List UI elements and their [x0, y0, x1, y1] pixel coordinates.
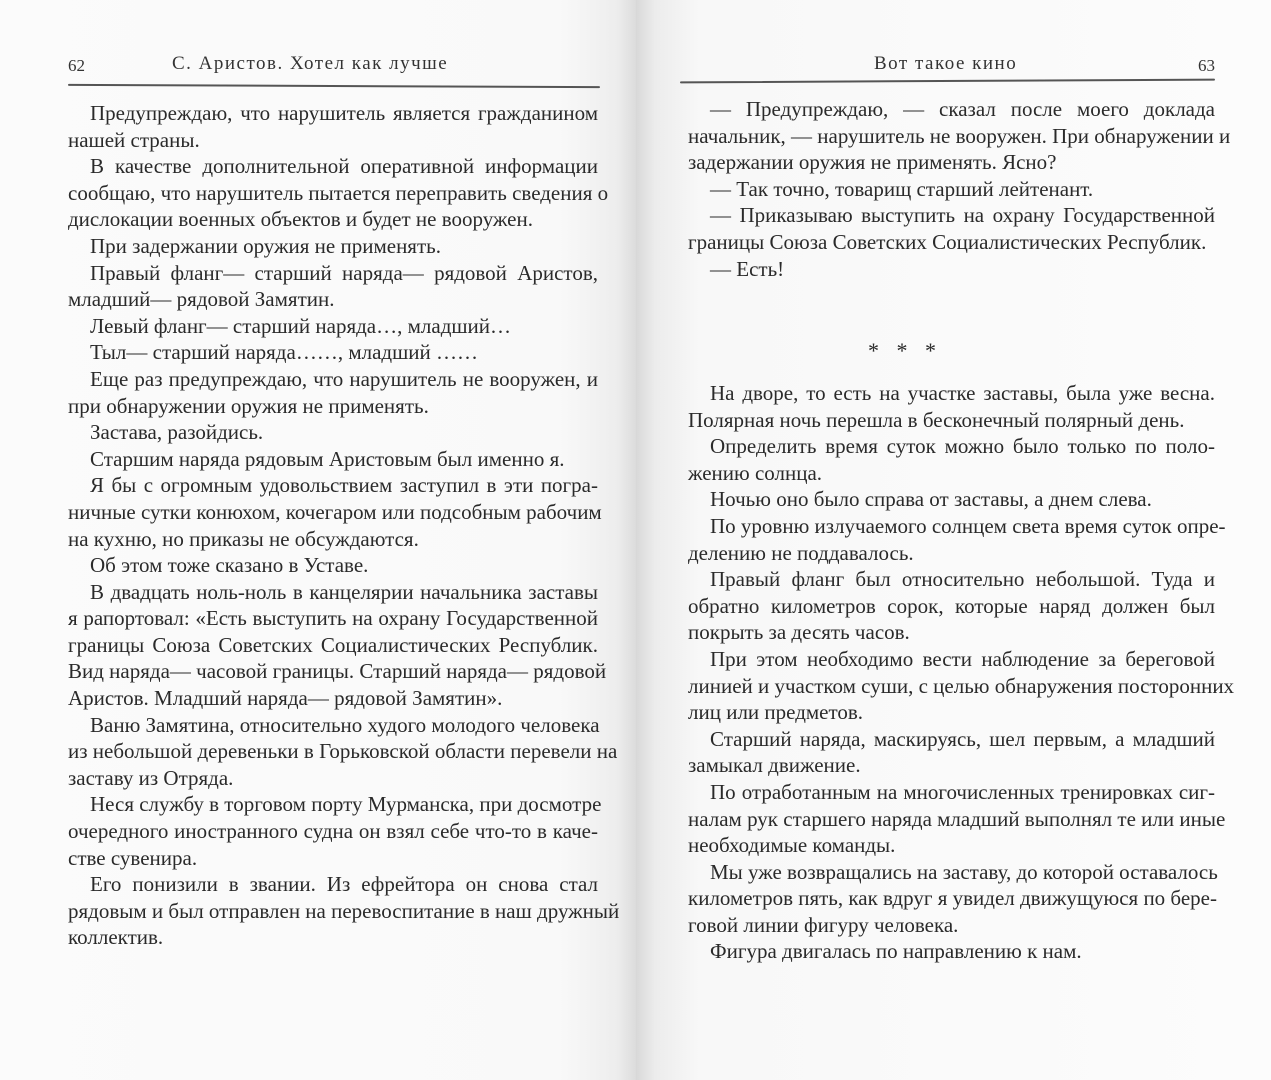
- text-line: Определить время суток можно было только по поло-: [710, 434, 1215, 459]
- paragraph: [68, 871, 620, 951]
- paragraph: [68, 791, 602, 871]
- text-line: делению не поддавалось.: [688, 540, 914, 565]
- text-line: жению солнца.: [688, 460, 823, 485]
- paragraph: [68, 419, 598, 446]
- text-line: покрыть за десять часов.: [688, 620, 910, 645]
- text-line: нашей страны.: [68, 127, 200, 152]
- text-line: Застава, разойдись.: [90, 420, 264, 445]
- text-line: границы Союза Советских Социалистических Республик.: [68, 632, 598, 657]
- paragraph: [688, 566, 1215, 646]
- text-line: Вид наряда— часовой границы. Старший наряда— рядовой: [68, 659, 607, 684]
- text-line: Мы уже возвращались на заставу, до которой оставалось: [710, 859, 1218, 884]
- text-line: я рапортовал: «Есть выступить на охрану Государственной: [68, 606, 598, 631]
- text-line: границы Союза Советских Социалистических Республик.: [688, 229, 1207, 254]
- text-line: на кухню, но приказы не обсуждаются.: [68, 526, 419, 551]
- paragraph: [688, 779, 1226, 859]
- paragraph: [68, 366, 598, 419]
- paragraph: [688, 486, 1215, 513]
- paragraph: [68, 233, 598, 260]
- paragraph: [68, 153, 609, 233]
- paragraph: [688, 433, 1215, 486]
- text-line: Об этом тоже сказано в Уставе.: [90, 553, 369, 578]
- text-line: Тыл— старший наряда……, младший ……: [90, 340, 478, 365]
- text-column-top: [688, 96, 1231, 282]
- text-line: младший— рядовой Замятин.: [68, 287, 335, 312]
- paragraph: [688, 176, 1215, 203]
- text-line: говой линии фигуру человека.: [688, 912, 959, 937]
- paragraph: [68, 339, 598, 366]
- text-line: при обнаружении оружия не применять.: [68, 393, 429, 418]
- paragraph: [68, 313, 598, 340]
- text-line: из небольшой деревеньки в Горьковской области перевели на: [68, 739, 618, 764]
- text-line: ничные сутки конюхом, кочегаром или подсобным рабочим: [68, 499, 602, 524]
- paragraph: [688, 646, 1235, 726]
- paragraph: [68, 552, 598, 579]
- header-rule: [680, 79, 1215, 84]
- paragraph: [688, 513, 1226, 566]
- text-line: Еще раз предупреждаю, что нарушитель не вооружен, и: [90, 366, 598, 391]
- text-line: При этом необходимо вести наблюдение за береговой: [710, 646, 1215, 671]
- paragraph: [688, 859, 1218, 939]
- text-line: Правый фланг был относительно небольшой. Туда и: [710, 567, 1215, 592]
- text-line: начальник, — нарушитель не вооружен. При обнаружении и: [688, 123, 1231, 148]
- text-line: При задержании оружия не применять.: [90, 233, 441, 258]
- paragraph: [688, 256, 1215, 283]
- text-line: Ночью оно было справа от заставы, а днем слева.: [710, 487, 1152, 512]
- text-line: В качестве дополнительной оперативной информации: [90, 154, 598, 179]
- text-line: По отработанным на многочисленных тренировках сиг-: [710, 779, 1215, 804]
- page-number: 62: [68, 56, 85, 75]
- text-line: Аристов. Младший наряда— рядовой Замятин».: [68, 686, 503, 711]
- paragraph: [688, 726, 1215, 779]
- text-line: лиц или предметов.: [688, 700, 864, 725]
- paragraph: [688, 202, 1215, 255]
- text-column-bottom: [688, 380, 1235, 965]
- text-line: рядовым и был отправлен на перевоспитание в наш дружный: [68, 898, 620, 923]
- text-line: Фигура двигалась по направлению к нам.: [710, 939, 1082, 964]
- text-line: коллектив.: [68, 925, 164, 950]
- paragraph: [68, 260, 598, 313]
- text-line: необходимые команды.: [688, 833, 896, 858]
- running-head: С. Аристов. Хотел как лучше: [172, 53, 449, 74]
- paragraph: [688, 380, 1215, 433]
- text-line: — Приказываю выступить на охрану Государственной: [710, 203, 1215, 228]
- text-line: заставу из Отряда.: [68, 765, 234, 790]
- header-rule: [68, 84, 600, 88]
- text-line: километров пять, как вдруг я увидел движущуюся по бере-: [688, 886, 1217, 911]
- paragraph: [68, 100, 598, 153]
- text-line: задержании оружия не применять. Ясно?: [688, 150, 1057, 175]
- text-line: — Предупреждаю, — сказал после моего доклада: [710, 97, 1215, 121]
- text-line: сообщаю, что нарушитель пытается переправить сведения о: [68, 180, 609, 205]
- text-line: Его понизили в звании. Из ефрейтора он снова стал: [90, 872, 598, 897]
- running-head: Вот такое кино: [874, 53, 1018, 74]
- text-line: Я бы с огромным удовольствием заступил в эти погра-: [90, 473, 598, 498]
- paragraph: [68, 712, 618, 792]
- paragraph: [68, 472, 602, 552]
- text-line: На дворе, то есть на участке заставы, была уже весна.: [710, 381, 1215, 405]
- paragraph: [68, 446, 598, 473]
- text-line: В двадцать ноль-ноль в канцелярии начальника заставы: [90, 579, 598, 604]
- text-line: Правый фланг— старший наряда— рядовой Аристов,: [90, 260, 598, 285]
- text-column: [68, 100, 620, 951]
- text-line: линией и участком суши, с целью обнаружения посторонних: [688, 673, 1235, 698]
- text-line: Старший наряда, маскируясь, шел первым, а младший: [710, 726, 1215, 751]
- text-line: Левый фланг— старший наряда…, младший…: [90, 313, 512, 338]
- paragraph: [688, 938, 1215, 965]
- text-line: — Есть!: [710, 256, 785, 281]
- text-line: замыкал движение.: [688, 753, 861, 778]
- text-line: По уровню излучаемого солнцем света время суток опре-: [710, 513, 1226, 538]
- text-line: Полярная ночь перешла в бесконечный полярный день.: [688, 407, 1185, 432]
- page-number: 63: [1198, 56, 1215, 75]
- text-line: Старшим наряда рядовым Аристовым был именно я.: [90, 446, 565, 471]
- paragraph: [688, 96, 1231, 176]
- section-separator: * * *: [868, 338, 942, 363]
- text-line: Неся службу в торговом порту Мурманска, при досмотре: [90, 792, 602, 817]
- text-line: Предупреждаю, что нарушитель является гражданином: [90, 101, 598, 125]
- text-line: обратно километров сорок, которые наряд должен был: [688, 593, 1215, 618]
- text-line: стве сувенира.: [68, 845, 198, 870]
- text-line: дислокации военных объектов и будет не вооружен.: [68, 207, 533, 232]
- text-line: — Так точно, товарищ старший лейтенант.: [710, 176, 1094, 201]
- text-line: налам рук старшего наряда младший выполнял те или иные: [688, 806, 1226, 831]
- text-line: очередного иностранного судна он взял себе что-то в каче-: [68, 819, 598, 844]
- paragraph: [68, 579, 607, 712]
- text-line: Ваню Замятина, относительно худого молодого человека: [90, 712, 600, 737]
